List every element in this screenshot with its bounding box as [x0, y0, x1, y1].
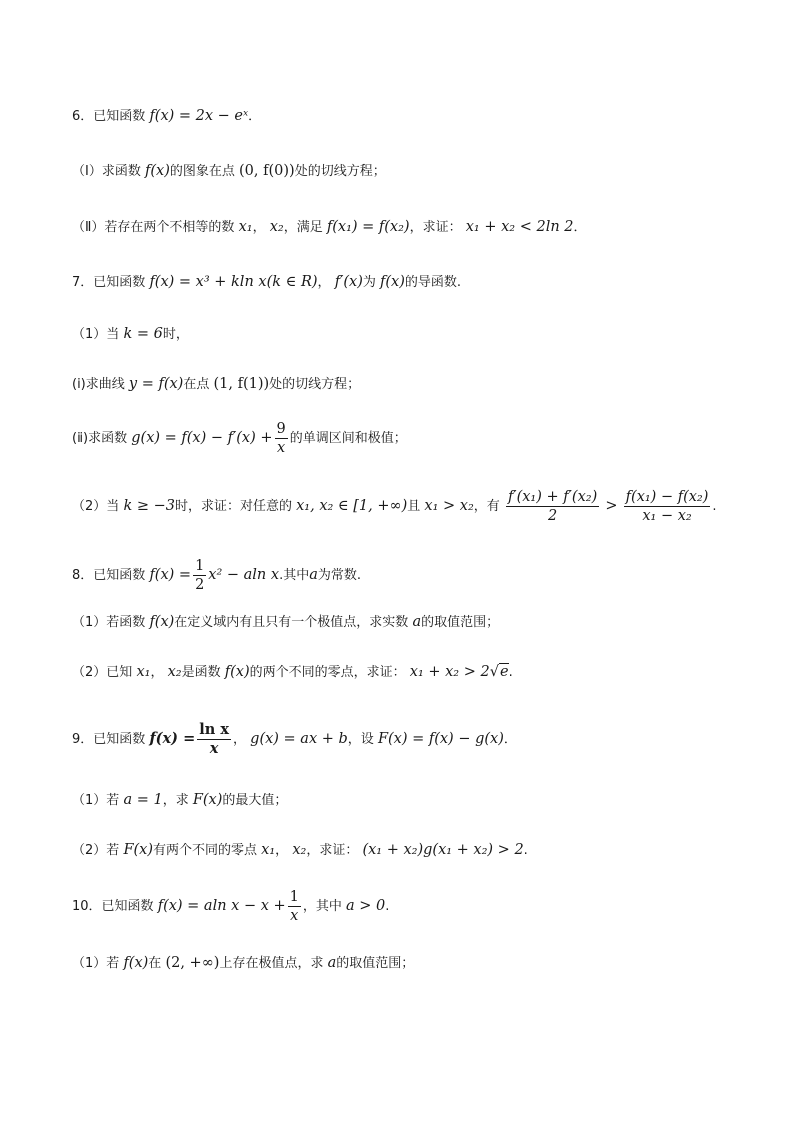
problem-9-stem: 9．已知函数 f(x) = $\frac{\text{ln x}}{x}$ ， g(x) = ax + b，设 F(x) = f(x) − g(x)．	[72, 721, 517, 757]
problem-7-part-1-i: (ⅰ)求曲线 y = f(x)在点 (1, f(1))处的切线方程；	[72, 376, 361, 392]
problem-7-part-2: （2）当 k ≥ −3时，求证：对任意的 x₁, x₂ ∈ [1, +∞)且 x₁ > x₂，有 $\frac{\text{f′(x₁) + f′(x₂)}}{2}$ > $\frac{\text{f(x₁) − f(x₂)}}{\text{x₁ − x₂}}$ .	[72, 489, 717, 524]
fraction: $\frac{1}{2}$	[195, 558, 205, 593]
problem-number: 7．	[72, 275, 94, 290]
problem-8-part-1: （1）若函数 f(x)在定义域内有且只有一个极值点，求实数 a的取值范围；	[72, 614, 500, 630]
problem-6-part-1: （Ⅰ）求函数 f(x)的图象在点 (0, f(0))处的切线方程；	[72, 163, 386, 179]
fraction: $\frac{\text{f(x₁) − f(x₂)}}{\text{x₁ − x₂}}$	[625, 489, 709, 524]
formula: f(x) = 2x − eˣ	[149, 108, 249, 124]
fraction: $\frac{9}{x}$	[276, 421, 286, 456]
problem-number: 9．	[72, 732, 94, 747]
problem-9-part-2: （2）若 F(x)有两个不同的零点 x₁， x₂，求证： (x₁ + x₂)g(x₁ + x₂) > 2.	[72, 842, 528, 858]
problem-9-part-1: （1）若 a = 1，求 F(x)的最大值；	[72, 792, 288, 808]
problem-7-part-1-ii: (ⅱ)求函数 g(x) = f(x) − f′(x) + $\frac{9}{x}$ 的单调区间和极值；	[72, 421, 407, 456]
problem-6-stem: 6．已知函数 f(x) = 2x − eˣ．	[72, 108, 262, 124]
problem-7-part-1: （1）当 k = 6时，	[72, 326, 189, 342]
sqrt-sign: √	[489, 664, 499, 680]
fraction: $\frac{1}{x}$	[289, 889, 299, 924]
problem-8-stem: 8．已知函数 f(x) = $\frac{1}{2}$ x² − aln x.其中a为常数.	[72, 558, 361, 593]
problem-10-part-1: （1）若 f(x)在 (2, +∞)上存在极值点，求 a的取值范围；	[72, 955, 415, 971]
problem-number: 8．	[72, 568, 94, 583]
problem-number: 6．	[72, 109, 94, 124]
fraction: $\frac{\text{ln x}}{x}$	[199, 721, 229, 757]
problem-8-part-2: （2）已知 x₁， x₂是函数 f(x)的两个不同的零点，求证： x₁ + x₂ > 2√e.	[72, 664, 513, 680]
problem-7-stem: 7．已知函数 f(x) = x³ + kln x(k ∈ R)， f′(x)为 f(x)的导函数.	[72, 274, 462, 290]
fraction: $\frac{\text{f′(x₁) + f′(x₂)}}{2}$	[507, 489, 598, 524]
problem-6-part-2: （Ⅱ）若存在两个不相等的数 x₁， x₂，满足 f(x₁) = f(x₂)，求证： x₁ + x₂ < 2ln 2．	[72, 219, 587, 235]
problem-10-stem: 10．已知函数 f(x) = aln x − x + $\frac{1}{x}$ ，其中 a > 0.	[72, 889, 390, 924]
problem-number: 10．	[72, 899, 102, 914]
